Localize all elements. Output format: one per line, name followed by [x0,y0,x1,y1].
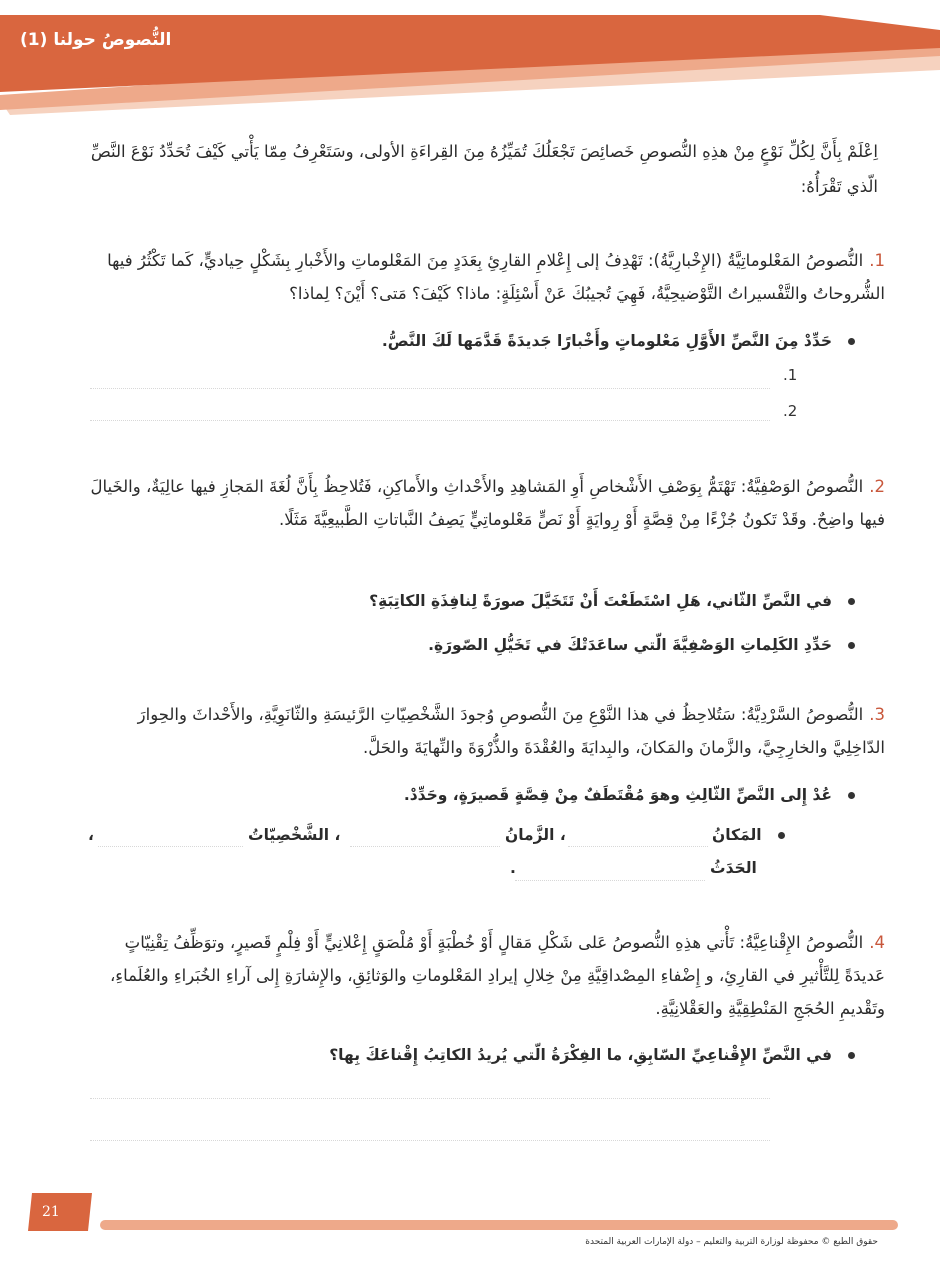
item-text: النُّصوصُ المَعْلوماتِيَّةُ (الإِخْبارِيَّةُ): تَهْدِفُ إلى إِعْلامِ القارِئِ بِعَدَدٍ مِنَ المَعْلوماتِ والأَخْبارِ بِشَكْلٍ حِياديٍّ، كَما تَكْثُرُ فيها الشُّروحاتُ والتَّفْسيراتُ التَّوْضيحِيَّةُ، فَهِيَ تُجيبُكَ عَنْ أَسْئِلَةٍ: ماذا؟ كَيْفَ؟ مَتى؟ أَيْنَ؟ لِماذا؟ [107,251,885,303]
field-period: . [510,859,516,877]
task-4 [88,1040,855,1070]
section-persuasive [88,926,885,1025]
field-place-label: المَكانُ [712,826,762,844]
item-text: النُّصوصُ الإِقْناعِيَّةُ: تَأْتي هذِهِ النُّصوصُ عَلى شَكْلِ مَقالٍ أَوْ خُطْبَةٍ أَوْ مُلْصَقٍ إِعْلانِيٍّ أَوْ فِلْمٍ قَصيرٍ، وتوَظِّفُ تِقْنِيّاتٍ عَديدَةً لِلتَّأْثيرِ في القارِئِ، و إِضْفاءِ المِصْداقِيَّةِ مِنْ خِلالِ إيرادِ المَعْلوماتِ والوَثائِقِ، والإِشارَةِ إِلى آراءِ الخُبَراءِ والعُلَماءِ، وتَقْديمِ الحُجَجِ المَنْطِقِيَّةِ والعَقْلانِيَّةِ. [109,933,885,1018]
answer-line[interactable] [90,1140,770,1141]
task-1 [88,326,855,356]
answer-line-number: .1 [783,366,798,384]
bullet-icon [848,338,855,345]
task-3 [88,780,855,810]
task-text: عُدْ إِلى النَّصِّ الثّالِثِ وهوَ مُقْتَطَفٌ مِنْ قِصَّةٍ قَصيرَةٍ، وحَدِّدْ. [403,786,832,804]
item-text: النُّصوصُ السَّرْدِيَّةُ: سَتُلاحِظُ في هذا النَّوْعِ مِنَ النُّصوصِ وُجودَ الشَّخْصِيّاتِ الرَّئيسَةِ والثّانَوِيَّةِ، والأَحْداثَ والحِوارَ الدّاخِلِيَّ والخارِجِيَّ، والزَّمانَ والمَكانَ، والبِدايَةَ والعُقْدَةَ والذُّرْوَةَ والنِّهايَةَ والحَلَّ. [137,705,885,757]
header-banner [0,0,940,115]
item-number: 2. [869,477,885,496]
field-characters-label: ، الشَّخْصِيّاتُ [248,826,341,844]
field-event-label: الحَدَثُ [710,859,757,877]
item-number: 4. [869,933,885,952]
answer-line-number: .2 [783,402,798,420]
section-informational [88,244,885,310]
task-2b [88,630,855,660]
intro-paragraph: اِعْلَمْ بِأَنَّ لِكُلِّ نَوْعٍ مِنْ هذِهِ النُّصوصِ خَصائِصَ تَجْعَلُكَ تُمَيِّزُهُ مِنَ القِراءَةِ الأولى، وسَتَعْرِفُ مِمّا يَأْتي كَيْفَ تُحَدِّدُ نَوْعَ النَّصِّ الّذي تَقْرَأُهُ: [90,142,878,196]
field-place-row [712,820,785,850]
item-number: 1. [869,251,885,270]
section-descriptive [88,470,885,536]
bullet-icon [848,1052,855,1059]
page-number-badge [28,1193,92,1231]
bullet-icon [848,792,855,799]
task-text: حَدِّدِ الكَلِماتِ الوَصْفِيَّةَ الّتي ساعَدَتْكَ في تَخَيُّلِ الصّورَةِ. [428,636,832,654]
page-number: 21 [42,1204,60,1220]
task-text: حَدِّدْ مِنَ النَّصِّ الأَوَّلِ مَعْلوماتٍ وأَخْبارًا جَديدَةً قَدَّمَها لَكَ النَّصُّ. [381,332,832,350]
field-place-input[interactable] [568,846,708,847]
item-text: النُّصوصُ الوَصْفِيَّةُ: تَهْتَمُّ بِوَصْفِ الأَشْخاصِ أَوِ المَشاهِدِ والأَحْداثِ والأَماكِنِ، فَتُلاحِظُ بِأَنَّ لُغَةَ المَجازِ فيها عالِيَةٌ، والخَيالَ فيها واضِحٌ. وقَدْ تَكونُ جُزْءًا مِنْ قِصَّةٍ أَوْ رِوايَةٍ أَوْ نَصٍّ مَعْلوماتِيٍّ يَصِفُ النَّباتاتِ الطَّبيعِيَّةَ مَثَلًا. [90,477,885,529]
task-2a [88,586,855,616]
bullet-icon [848,598,855,605]
answer-line[interactable] [90,388,770,389]
field-comma: ، [88,826,94,844]
page-title: النُّصوصُ حولنا (1) [20,30,172,50]
field-event-input[interactable] [515,880,705,881]
answer-line[interactable] [90,1098,770,1099]
answer-line[interactable] [90,420,770,421]
item-number: 3. [869,705,885,724]
bullet-icon [848,642,855,649]
bullet-icon [778,832,785,839]
field-time-label: ، الزَّمانُ [505,826,566,844]
task-text: في النَّصِّ الإِقْناعِيِّ السّابِقِ، ما الفِكْرَةُ الّتي يُريدُ الكاتِبُ إِقْناعَكَ بِها؟ [329,1046,832,1064]
section-narrative [88,698,885,764]
field-time-input[interactable] [350,846,500,847]
copyright-notice: حقوق الطبع © محفوظة لوزارة التربية والتعليم – دولة الإمارات العربية المتحدة [585,1237,878,1247]
task-text: في النَّصِّ الثّاني، هَلِ اسْتَطَعْتَ أَنْ تَتَخَيَّلَ صورَةً لِنافِذَةِ الكاتِبَةِ؟ [369,592,832,610]
footer-bar [100,1220,898,1230]
field-characters-input[interactable] [98,846,243,847]
